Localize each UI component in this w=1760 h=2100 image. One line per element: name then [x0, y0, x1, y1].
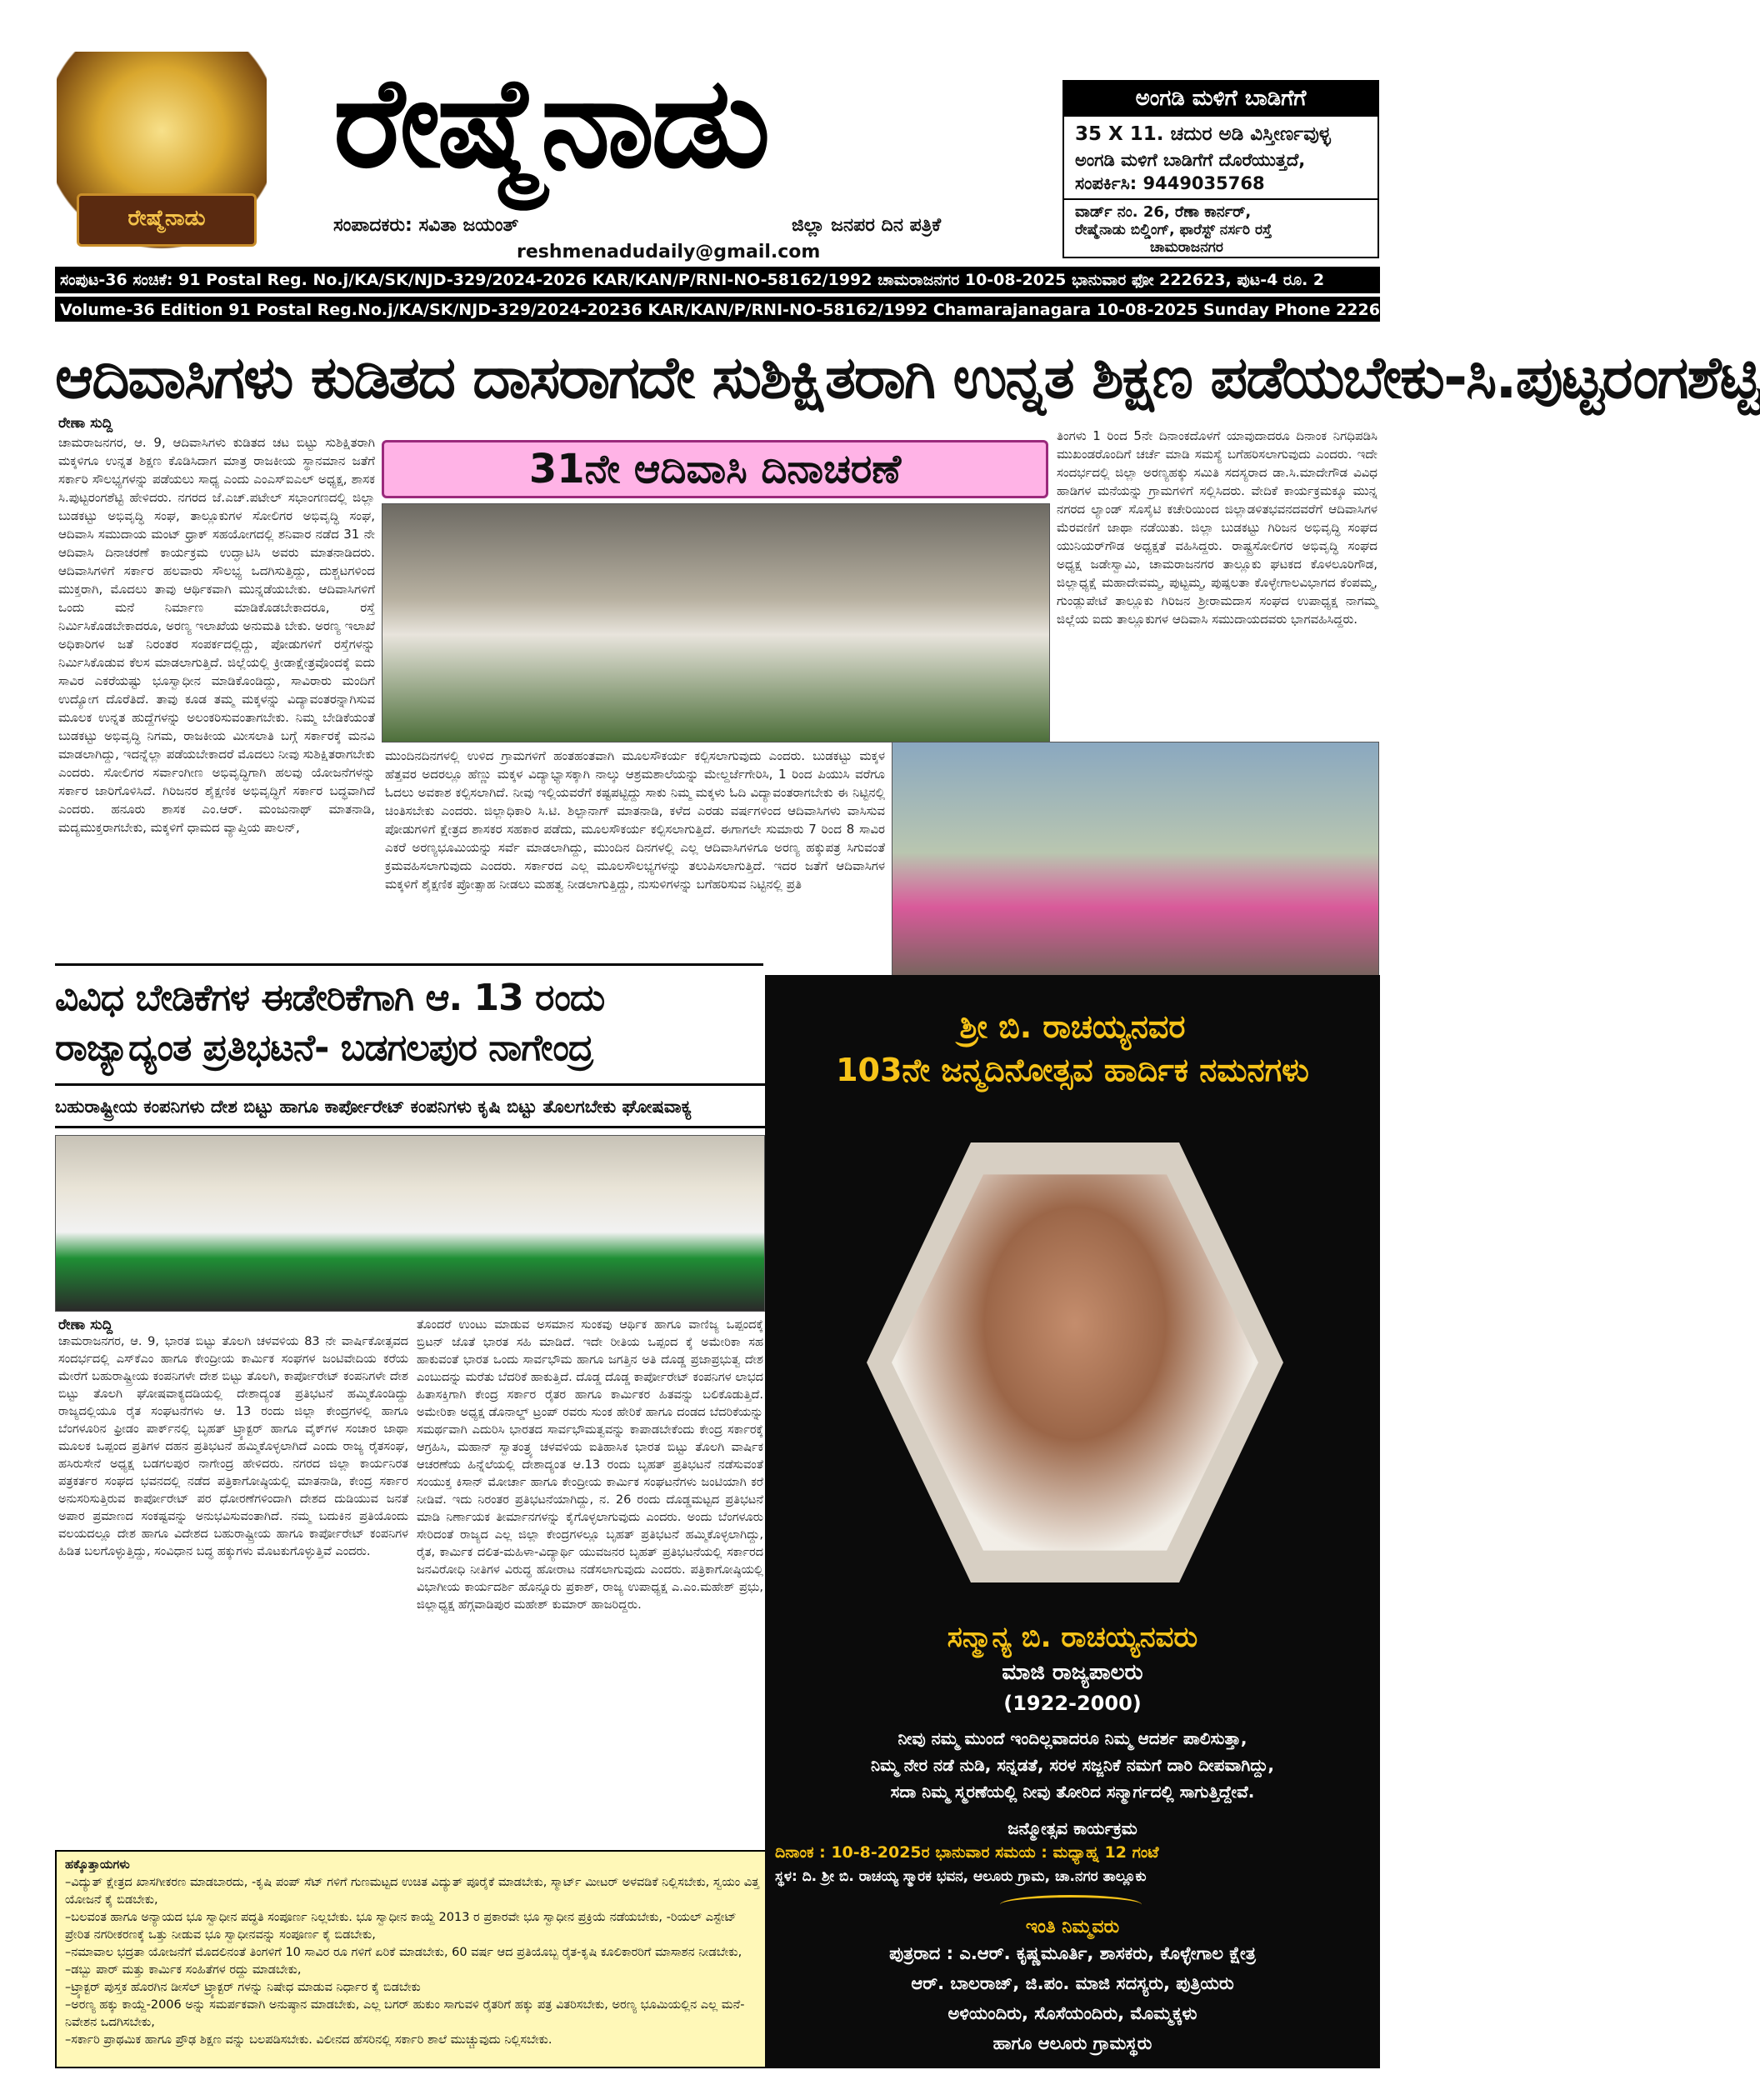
- divider: [55, 963, 763, 966]
- demand-item: –ನಮಾವಾಲ ಭದ್ರತಾ ಯೋಜನೆಗೆ ಮೊದಲಿನಂತೆ ತಿಂಗಳಿಗೆ 10 ಸಾವಿರ ರೂ ಗಳಿಗೆ ಏರಿಕೆ ಮಾಡಬೇಕು, 60 ವರ್ಷ ಆದ ಪ್ರತಿಯೊಬ್ಬ ರೈತ-ಕೃಷಿ ಕೂಲಿಕಾರರಿಗೆ ಮಾಸಾಶನ ನೀಡಬೇಕು,: [65, 1946, 742, 1959]
- honoree-years: (1922-2000): [1003, 1692, 1142, 1715]
- byline: ರೇಣಾ ಸುದ್ದಿ: [58, 1317, 113, 1333]
- story2-headline-line1: ವಿವಿಧ ಬೇಡಿಕೆಗಳ ಈಡೇರಿಕೆಗಾಗಿ ಆ. 13 ರಂದು: [55, 977, 605, 1019]
- sender-line: ಹಾಗೂ ಆಲೂರು ಗ್ರಾಮಸ್ಥರು: [992, 2033, 1152, 2053]
- program-date: ದಿನಾಂಕ : 10-8-2025ರ ಭಾನುವಾರ ಸಮಯ : ಮಧ್ಯಾಹ್ನ 12 ಗಂಟೆ: [775, 1843, 1159, 1862]
- editor-line: ಸಂಪಾದಕರು: ಸವಿತಾ ಜಯಂತ್: [333, 215, 519, 236]
- contact-email[interactable]: reshmenadudaily@gmail.com: [517, 242, 821, 262]
- program-title: ಜನ್ಮೋತ್ಸವ ಕಾರ್ಯಕ್ರಮ: [1008, 1818, 1138, 1838]
- tribute-quote: ಸದಾ ನಿಮ್ಮ ಸ್ಮರಣೆಯಲ್ಲಿ ನೀವು ತೋರಿದ ಸನ್ಮಾರ್ಗದಲ್ಲಿ ಸಾಗುತ್ತಿದ್ದೇವೆ.: [890, 1782, 1255, 1802]
- emblem-label: ರೇಷ್ಮೆನಾಡು: [77, 193, 257, 247]
- ornament-divider: [1000, 1895, 1142, 1914]
- sender-line: ಅಳಿಯಂದಿರು, ಸೊಸೆಯಂದಿರು, ಮೊಮ್ಮಕ್ಕಳು: [948, 2003, 1198, 2023]
- sender-line: ಪುತ್ರರಾದ : ಎ.ಆರ್. ಕೃಷ್ಣಮೂರ್ತಿ, ಶಾಸಕರು, ಕೊಳ್ಳೇಗಾಲ ಕ್ಷೇತ್ರ: [889, 1943, 1256, 1963]
- rental-ad-line: ಅಂಗಡಿ ಮಳಿಗೆ ಬಾಡಿಗೆಗೆ ದೊರೆಯುತ್ತದೆ,: [1075, 150, 1306, 170]
- story2-headline-line2: ರಾಜ್ಯಾದ್ಯಂತ ಪ್ರತಿಭಟನೆ- ಬಡಗಲಪುರ ನಾಗೇಂದ್ರ: [55, 1027, 593, 1069]
- demand-item: –ಸರ್ಕಾರಿ ಪ್ರಾಥಮಿಕ ಹಾಗೂ ಪ್ರೌಢ ಶಿಕ್ಷಣ ವನ್ನು ಬಲಪಡಿಸಬೇಕು. ವಿಲೀನದ ಹೆಸರಿನಲ್ಲಿ ಸರ್ಕಾರಿ ಶಾಲೆ ಮುಚ್ಚುವುದು ನಿಲ್ಲಿಸಬೇಕು.: [65, 2033, 552, 2047]
- demand-item: –ಡಬ್ಬು ಪಾರ್ ಮತ್ತು ಕಾರ್ಮಿಕ ಸಂಹಿತೆಗಳ ರದ್ದು ಮಾಡಬೇಕು,: [65, 1963, 302, 1977]
- article-column: ಚಾಮರಾಜನಗರ, ಆ. 9, ಆದಿವಾಸಿಗಳು ಕುಡಿತದ ಚಟ ಬಿಟ್ಟು ಸುಶಿಕ್ಷಿತರಾಗಿ ಮಕ್ಕಳಿಗೂ ಉನ್ನತ ಶಿಕ್ಷಣ ಕೊಡಿಸಿದಾಗ ಮಾತ್ರ ರಾಜಕೀಯ ಸ್ಥಾನಮಾನ ಜತೆಗೆ ಸರ್ಕಾರಿ ಸೌಲಭ್ಯಗಳನ್ನು ಪಡೆಯಲು ಸಾಧ್ಯ ಎಂದು ಎಂಎಸ್‌ಐಎಲ್ ಅಧ್ಯಕ್ಷ, ಶಾಸಕ ಸಿ.ಪುಟ್ಟರಂಗಶೆಟ್ಟಿ ಹೇಳಿದರು. ನಗರದ ಜೆ.ಎಚ್.ಪಟೇಲ್ ಸಭಾಂಗಣದಲ್ಲಿ ಜಿಲ್ಲಾ ಬುಡಕಟ್ಟು ಅಭಿವೃದ್ಧಿ ಸಂಘ, ತಾಲ್ಲೂಕುಗಳ ಸೋಲಿಗರ ಅಭಿವೃದ್ಧಿ ಸಂಘ, ಆದಿವಾಸಿ ಸಮುದಾಯ ಮಂಟ್ ಧ್ರಾಕ್ ಸಹಯೋಗದಲ್ಲಿ ಶನಿವಾರ ನಡೆದ 31 ನೇ ಆದಿವಾಸಿ ದಿನಾಚರಣೆ ಕಾರ್ಯಕ್ರಮ ಉದ್ಘಾಟಿಸಿ ಅವರು ಮಾತನಾಡಿದರು. ಆದಿವಾಸಿಗಳಿಗೆ ಸರ್ಕಾರ ಹಲವಾರು ಸೌಲಭ್ಯ ಒದಗಿಸುತ್ತಿದ್ದು, ದುಶ್ಚಟಗಳಿಂದ ಮುಕ್ತರಾಗಿ, ಮೊದಲು ತಾವು ಆರ್ಥಿಕವಾಗಿ ಮುನ್ನಡೆಯಬೇಕು. ಆದಿವಾಸಿಗಳಿಗೆ ಒಂದು ಮನೆ ನಿರ್ಮಾಣ ಮಾಡಿಕೊಡಬೇಕಾದರೂ, ರಸ್ತೆ ನಿರ್ಮಿಸಿಕೊಡಬೇಕಾದರೂ, ಅರಣ್ಯ ಇಲಾಖೆಯ ಅನುಮತಿ ಬೇಕು. ಅರಣ್ಯ ಇಲಾಖೆ ಅಧಿಕಾರಿಗಳ ಜತೆ ನಿರಂತರ ಸಂಪರ್ಕದಲ್ಲಿದ್ದು, ಪೋಡುಗಳಿಗೆ ರಸ್ತೆಗಳನ್ನು ನಿರ್ಮಿಸಿಕೊಡುವ ಕೆಲಸ ಮಾಡಲಾಗುತ್ತಿದೆ. ಜಿಲ್ಲೆಯಲ್ಲಿ ಕ್ರೀಡಾಕ್ಷೇತ್ರವೊಂದಕ್ಕೆ ಐದು ಸಾವಿರ ಎಕರೆಯಷ್ಟು ಭೂಸ್ವಾಧೀನ ಮಾಡಿಕೊಂಡಿದ್ದು, ಸಾವಿರಾರು ಮಂದಿಗೆ ಉದ್ಯೋಗ ದೊರೆತಿದೆ. ತಾವು ಕೂಡ ತಮ್ಮ ಮಕ್ಕಳನ್ನು ವಿದ್ಯಾವಂತರನ್ನಾಗಿಸುವ ಮೂಲಕ ಉನ್ನತ ಹುದ್ದೆಗಳನ್ನು ಅಲಂಕರಿಸುವಂತಾಗಬೇಕು. ನಿಮ್ಮ ಬೇಡಿಕೆಯಂತೆ ಬುಡಕಟ್ಟು ಅಭಿವೃದ್ಧಿ ನಿಗಮ, ರಾಜಕೀಯ ಮೀಸಲಾತಿ ಬಗ್ಗೆ ಸರ್ಕಾರಕ್ಕೆ ಮನವಿ ಮಾಡಲಾಗಿದ್ದು, ಇದನ್ನೆಲ್ಲಾ ಪಡೆಯಬೇಕಾದರೆ ಮೊದಲು ನೀವು ಸುಶಿಕ್ಷಿತರಾಗಬೇಕು ಎಂದರು. ಸೋಲಿಗರ ಸರ್ವಾಂಗೀಣ ಅಭಿವೃದ್ಧಿಗಾಗಿ ಹಲವು ಯೋಜನೆಗಳನ್ನು ಸರ್ಕಾರ ಜಾರಿಗೊಳಿಸಿದೆ. ಗಿರಿಜನರ ಶೈಕ್ಷಣಿಕ ಅಭಿವೃದ್ಧಿಗೆ ಸರ್ಕಾರ ಬದ್ಧವಾಗಿದೆ ಎಂದರು. ಹನೂರು ಶಾಸಕ ಎಂ.ಆರ್. ಮಂಜುನಾಥ್ ಮಾತನಾಡಿ, ಮದ್ಯಮುಕ್ತರಾಗಬೇಕು, ಮಕ್ಕಳಿಗೆ ಧಾಮದ ವ್ಯಾಪ್ತಿಯ ಪಾಲನ್,: [58, 435, 375, 835]
- honoree-name: ಸನ್ಮಾನ್ಯ ಬಿ. ರಾಚಯ್ಯನವರು: [947, 1621, 1198, 1654]
- rental-ad-address: ವಾರ್ಡ್ ನಂ. 26, ರೆಣಾ ಕಾರ್ನರ್,: [1075, 203, 1252, 221]
- sender-title: ಇಂತಿ ನಿಮ್ಮವರು: [1025, 1917, 1120, 1938]
- article-column: ಚಾಮರಾಜನಗರ, ಆ. 9, ಭಾರತ ಬಿಟ್ಟು ತೊಲಗಿ ಚಳವಳಿಯ 83 ನೇ ವಾರ್ಷಿಕೋತ್ಸವದ ಸಂದರ್ಭದಲ್ಲಿ ಎಸ್‌ಕೆಎಂ ಹಾಗೂ ಕೇಂದ್ರೀಯ ಕಾರ್ಮಿಕ ಸಂಘಗಳ ಜಂಟಿವೇದಿಯ ಕರೆಯ ಮೇರೆಗೆ ಬಹುರಾಷ್ಟ್ರೀಯ ಕಂಪನಿಗಳೇ ದೇಶ ಬಿಟ್ಟು ತೊಲಗಿ, ಕಾರ್ಪೋರೇಟ್ ಕಂಪನಿಗಳೇ ದೇಶ ಬಿಟ್ಟು ತೊಲಗಿ ಘೋಷವಾಕ್ಯದಡಿಯಲ್ಲಿ ದೇಶಾದ್ಯಂತ ಪ್ರತಿಭಟನೆ ಹಮ್ಮಿಕೊಂಡಿದ್ದು ರಾಜ್ಯದಲ್ಲಿಯೂ ರೈತ ಸಂಘಟನೆಗಳು ಆ. 13 ರಂದು ಜಿಲ್ಲಾ ಕೇಂದ್ರಗಳಲ್ಲಿ ಹಾಗೂ ಬೆಂಗಳೂರಿನ ಫ್ರೀಡಂ ಪಾರ್ಕ್‌ನಲ್ಲಿ ಬೃಹತ್ ಟ್ರ್ಯಾಕ್ಟರ್ ಹಾಗೂ ವೈಕ್‌ಗಳ ಸಂಚಾರ ಜಾಥಾ ಮೂಲಕ ಒಪ್ಪಂದ ಪ್ರತಿಗಳ ದಹನ ಪ್ರತಿಭಟನೆ ಹಮ್ಮಿಕೊಳ್ಳಲಾಗಿದೆ ಎಂದು ರಾಜ್ಯ ರೈತಸಂಘ, ಹಸಿರುಸೇನೆ ಅಧ್ಯಕ್ಷ ಬಡಗಲಪುರ ನಾಗೇಂದ್ರ ಹೇಳಿದರು. ನಗರದ ಜಿಲ್ಲಾ ಕಾರ್ಯನಿರತ ಪತ್ರಕರ್ತರ ಸಂಘದ ಭವನದಲ್ಲಿ ನಡೆದ ಪತ್ರಿಕಾಗೋಷ್ಠಿಯಲ್ಲಿ ಮಾತನಾಡಿ, ಕೇಂದ್ರ ಸರ್ಕಾರ ಅನುಸರಿಸುತ್ತಿರುವ ಕಾರ್ಪೋರೇಟ್ ಪರ ಧೋರಣೆಗಳಿಂದಾಗಿ ದೇಶದ ದುಡಿಯುವ ಜನತೆ ಅಪಾರ ಪ್ರಮಾಣದ ಸಂಕಷ್ಟವನ್ನು ಅನುಭವಿಸುವಂತಾಗಿದೆ. ನಮ್ಮ ಬದುಕಿನ ಪ್ರತಿಯೊಂದು ವಲಯದಲ್ಲೂ ದೇಶ ಹಾಗೂ ವಿದೇಶದ ಬಹುರಾಷ್ಟ್ರೀಯ ಹಾಗೂ ಕಾರ್ಪೋರೇಟ್ ಕಂಪನಿಗಳ ಹಿಡಿತ ಬಲಗೊಳ್ಳುತ್ತಿದ್ದು, ಸಂವಿಧಾನ ಬದ್ಧ ಹಕ್ಕುಗಳು ಮೊಟಕುಗೊಳ್ಳುತ್ತಿವೆ ಎಂದರು.: [58, 1335, 408, 1558]
- tribute-title: ಶ್ರೀ ಬಿ. ರಾಚಯ್ಯನವರ: [959, 1008, 1186, 1045]
- program-place: ಸ್ಥಳ: ದಿ. ಶ್ರೀ ಬಿ. ರಾಚಯ್ಯ ಸ್ಮಾರಕ ಭವನ, ಆಲೂರು ಗ್ರಾಮ, ಚಾ.ನಗರ ತಾಲ್ಲೂಕು: [775, 1868, 1147, 1885]
- story2-subheadline: ಬಹುರಾಷ್ಟ್ರೀಯ ಕಂಪನಿಗಳು ದೇಶ ಬಿಟ್ಟು ಹಾಗೂ ಕಾರ್ಪೋರೇಟ್ ಕಂಪನಿಗಳು ಕೃಷಿ ಬಿಟ್ಟು ತೊಲಗಬೇಕು ಘೋಷವಾಕ್ಯ: [55, 1083, 772, 1128]
- demand-item: –ಬಲವಂತ ಹಾಗೂ ಅನ್ಯಾಯದ ಭೂ ಸ್ವಾಧೀನ ಪದ್ಧತಿ ಸಂಪೂರ್ಣ ನಿಲ್ಲಬೇಕು. ಭೂ ಸ್ವಾಧೀನ ಕಾಯ್ದೆ 2013 ರ ಪ್ರಕಾರವೇ ಭೂ ಸ್ವಾಧೀನ ಪ್ರಕ್ರಿಯೆ ನಡೆಯಬೇಕು, -ರಿಯಲ್ ಎಸ್ಟೇಟ್ ಪ್ರೇರಿತ ನಗರೀಕರಣಕ್ಕೆ ಒತ್ತು ನೀಡುವ ಭೂ ಸ್ವಾಧೀನವನ್ನು ಸಂಪೂರ್ಣ ಕೈ ಬಿಡಬೇಕು,: [65, 1911, 737, 1942]
- issue-info-kannada: ಸಂಪುಟ-36 ಸಂಚಿಕೆ: 91 Postal Reg. No.j/KA/SK/NJD-329/2024-2026 KAR/KAN/P/RNI-NO-58162/1992 ಚಾಮರಾಜನಗರ 10-08-2025 ಭಾನುವಾರ ಫೋ 222623, ಪುಟ-4 ರೂ. 2: [55, 267, 1380, 293]
- article-column: ಮುಂದಿನದಿನಗಳಲ್ಲಿ ಉಳಿದ ಗ್ರಾಮಗಳಿಗೆ ಹಂತಹಂತವಾಗಿ ಮೂಲಸೌಕರ್ಯ ಕಲ್ಪಿಸಲಾಗುವುದು ಎಂದರು. ಬುಡಕಟ್ಟು ಮಕ್ಕಳ ಹೆತ್ತವರ ಅದರಲ್ಲೂ ಹೆಣ್ಣು ಮಕ್ಕಳ ವಿದ್ಯಾಭ್ಯಾಸಕ್ಕಾಗಿ ನಾಲ್ಕು ಆಶ್ರಮಶಾಲೆಯನ್ನು ಮೇಲ್ದರ್ಜೆಗೇರಿಸಿ, 1 ರಿಂದ ಪಿಯುಸಿ ವರೆಗೂ ಓದಲು ಅವಕಾಶ ಕಲ್ಪಿಸಲಾಗಿದೆ. ನೀವು ಇಲ್ಲಿಯವರೆಗೆ ಕಷ್ಟಪಟ್ಟಿದ್ದು ಸಾಕು ನಿಮ್ಮ ಮಕ್ಕಳು ಓದಿ ವಿದ್ಯಾವಂತರಾಗಬೇಕು ಈ ನಿಟ್ಟಿನಲ್ಲಿ ಚಿಂತಿಸಬೇಕು ಎಂದರು. ಜಿಲ್ಲಾಧಿಕಾರಿ ಸಿ.ಟಿ. ಶಿಲ್ಪಾನಾಗ್ ಮಾತನಾಡಿ, ಕಳೆದ ಎರಡು ವರ್ಷಗಳಿಂದ ಆದಿವಾಸಿಗಳು ವಾಸಿಸುವ ಪೋಡುಗಳಿಗೆ ಕ್ಷೇತ್ರದ ಶಾಸಕರ ಸಹಕಾರ ಪಡೆದು, ಮೂಲಸೌಕರ್ಯ ಕಲ್ಪಿಸಲಾಗುತ್ತಿದೆ. ಈಗಾಗಲೇ ಸುಮಾರು 7 ರಿಂದ 8 ಸಾವಿರ ಎಕರೆ ಅರಣ್ಯಭೂಮಿಯನ್ನು ಸರ್ವೆ ಮಾಡಲಾಗಿದ್ದು, ಮುಂದಿನ ದಿನಗಳಲ್ಲಿ ಎಲ್ಲ ಆದಿವಾಸಿಗಳಿಗೂ ಅರಣ್ಯ ಹಕ್ಕುಪತ್ರ ಸಿಗುವಂತೆ ಕ್ರಮವಹಿಸಲಾಗುವುದು ಎಂದರು. ಸರ್ಕಾರದ ಎಲ್ಲ ಮೂಲಸೌಲಭ್ಯಗಳನ್ನು ತಲುಪಿಸಲಾಗುತ್ತಿದೆ. ಇದರ ಜತೆಗೆ ಆದಿವಾಸಿಗಳ ಮಕ್ಕಳಿಗೆ ಶೈಕ್ಷಣಿಕ ಪ್ರೋತ್ಸಾಹ ನೀಡಲು ಮಹತ್ವ ನೀಡಲಾಗುತ್ತಿದ್ದು, ನುಸುಳಿಗಳನ್ನು ಬಗೆಹರಿಸುವ ನಿಟ್ಟಿನಲ್ಲಿ ಪ್ರತಿ: [385, 748, 885, 892]
- tribute-quote: ನಿಮ್ಮ ನೇರ ನಡೆ ನುಡಿ, ಸನ್ನಡತೆ, ಸರಳ ಸಜ್ಜನಿಕೆ ನಮಗೆ ದಾರಿ ದೀಪವಾಗಿದ್ದು,: [870, 1755, 1275, 1775]
- lead-headline: ಆದಿವಾಸಿಗಳು ಕುಡಿತದ ದಾಸರಾಗದೇ ಸುಶಿಕ್ಷಿತರಾಗಿ ಉನ್ನತ ಶಿಕ್ಷಣ ಪಡೆಯಬೇಕು-ಸಿ.ಪುಟ್ಟರಂಗಶೆಟ್ಟಿ: [55, 343, 1760, 412]
- tagline: ಜಿಲ್ಲಾ ಜನಪರ ದಿನ ಪತ್ರಿಕೆ: [792, 215, 942, 236]
- event-banner: 31ನೇ ಆದಿವಾಸಿ ದಿನಾಚರಣೆ: [382, 440, 1048, 498]
- newspaper-title: ರೇಷ್ಮೆನಾಡು: [333, 49, 768, 196]
- rental-ad-address: ಚಾಮರಾಜನಗರ: [1150, 239, 1223, 256]
- tribute-subtitle: 103ನೇ ಜನ್ಮದಿನೋತ್ಸವ ಹಾರ್ದಿಕ ನಮನಗಳು: [836, 1052, 1309, 1088]
- demand-item: –ಟ್ರ್ಯಾಕ್ಟರ್ ಪುಸ್ತಕ ಹೊರಗಿನ ಡೀಸೆಲ್ ಟ್ರ್ಯಾಕ್ಟರ್ ಗಳನ್ನು ನಿಷೇಧ ಮಾಡುವ ನಿರ್ಧಾರ ಕೈ ಬಿಡಬೇಕು: [65, 1981, 421, 1994]
- tribute-quote: ನೀವು ನಮ್ಮ ಮುಂದೆ ಇಂದಿಲ್ಲವಾದರೂ ನಿಮ್ಮ ಆದರ್ಶ ಪಾಲಿಸುತ್ತಾ,: [898, 1728, 1248, 1748]
- demands-box: [55, 1850, 772, 2068]
- article-column: ತಿಂಗಳು 1 ರಿಂದ 5ನೇ ದಿನಾಂಕದೊಳಗೆ ಯಾವುದಾದರೂ ದಿನಾಂಕ ನಿಗಧಿಪಡಿಸಿ ಮುಖಂಡರೊಂದಿಗೆ ಚರ್ಚೆ ಮಾಡಿ ಸಮಸ್ಯೆ ಬಗೆಹರಿಸಲಾಗುವುದು ಎಂದರು. ಇದೇ ಸಂದರ್ಭದಲ್ಲಿ ಜಿಲ್ಲಾ ಅರಣ್ಯಹಕ್ಕು ಸಮಿತಿ ಸದಸ್ಯರಾದ ಡಾ.ಸಿ.ಮಾದೇಗೌಡ ವಿವಿಧ ಹಾಡಿಗಳ ಮನೆಯನ್ನು ಗ್ರಾಮಗಳಿಗೆ ಸಲ್ಲಿಸಿದರು. ವೇದಿಕೆ ಕಾರ್ಯಕ್ರಮಕ್ಕೂ ಮುನ್ನ ನಗರದ ಲ್ಯಾಂಡ್ ಸೊಸೈಟಿ ಕಚೇರಿಯಿಂದ ಜಿಲ್ಲಾಡಳಿತಭವನದವರೆಗೆ ಆದಿವಾಸಿಗಳ ಮೆರವಣಿಗೆ ಜಾಥಾ ನಡೆಯಿತು. ಜಿಲ್ಲಾ ಬುಡಕಟ್ಟು ಗಿರಿಜನ ಅಭಿವೃದ್ಧಿ ಸಂಘದ ಯುನಿಯರ್‌ಗೌಡ ಅಧ್ಯಕ್ಷತೆ ವಹಿಸಿದ್ದರು. ರಾಷ್ಟ್ರಸೋಲಿಗರ ಅಭಿವೃದ್ಧಿ ಸಂಘದ ಅಧ್ಯಕ್ಷ ಜಡೇಸ್ವಾಮಿ, ಚಾಮರಾಜನಗರ ತಾಲ್ಲೂಕು ಘಟಕದ ಕೊಳಲೂರಿಗೌಡ, ಜಿಲ್ಲಾಧ್ಯಕ್ಷೆ ಮಹಾದೇವಮ್ಮ, ಪುಟ್ಟಮ್ಮ, ಪುಷ್ಪಲತಾ ಕೊಳ್ಳೇಗಾಲವಿಭಾಗದ ಕೆಂಪಮ್ಮ, ಗುಂಡ್ಲುಪೇಟೆ ತಾಲ್ಲೂಕು ಗಿರಿಜನ ಶ್ರೀರಾಮದಾಸ ಸಂಘದ ಉಪಾಧ್ಯಕ್ಷ ನಾಗಮ್ಮ ಜಿಲ್ಲೆಯ ಐದು ತಾಲ್ಲೂಕುಗಳ ಆದಿವಾಸಿ ಸಮುದಾಯದವರು ಭಾಗವಹಿಸಿದ್ದರು.: [1057, 428, 1378, 627]
- byline: ರೇಣಾ ಸುದ್ದಿ: [58, 415, 113, 432]
- demands-label: ಹಕ್ಕೊತ್ತಾಯಗಳು: [65, 1858, 130, 1872]
- rental-ad-line: 35 X 11. ಚದುರ ಅಡಿ ವಿಸ್ತೀರ್ಣವುಳ್ಳ: [1075, 123, 1331, 145]
- rental-ad-phone: ಸಂಪರ್ಕಿಸಿ: 9449035768: [1075, 173, 1265, 193]
- press-meet-photo: [55, 1135, 765, 1312]
- demand-item: –ವಿದ್ಯುತ್ ಕ್ಷೇತ್ರದ ಖಾಸಗೀಕರಣ ಮಾಡಬಾರದು, -ಕೃಷಿ ಪಂಪ್ ಸೆಟ್ ಗಳಿಗೆ ಗುಣಮಟ್ಟದ ಉಚಿತ ವಿದ್ಯುತ್ ಪೂರೈಕೆ ಮಾಡಬೇಕು, ಸ್ಮಾರ್ಟ್ ಮೀಟರ್ ಅಳವಡಿಕೆ ನಿಲ್ಲಿಸಬೇಕು, ಸ್ವಯಂ ವಿತ್ತ ಯೋಜನೆ ಕೈ ಬಿಡಬೇಕು,: [65, 1876, 760, 1907]
- issue-info-english: Volume-36 Edition 91 Postal Reg.No.j/KA/SK/NJD-329/2024-20236 KAR/KAN/P/RNI-NO-58162/1992 Chamarajanagara 10-08-2025 Sunday Phone 222623 Page-4 Rs.2: [55, 295, 1380, 322]
- event-photo: [382, 503, 1050, 742]
- article-column: ತೊಂದರೆ ಉಂಟು ಮಾಡುವ ಅಸಮಾನ ಸುಂಕವು ಆರ್ಥಿಕ ಹಾಗೂ ವಾಣಿಜ್ಯ ಒಪ್ಪಂದಕ್ಕೆ ಬ್ರಿಟನ್ ಜೊತೆ ಭಾರತ ಸಹಿ ಮಾಡಿದೆ. ಇದೇ ರೀತಿಯ ಒಪ್ಪಂದ ಕ್ಕೆ ಅಮೇರಿಕಾ ಸಹ ಹಾಕುವಂತೆ ಭಾರತ ಒಂದು ಸಾರ್ವಭೌಮ ಹಾಗೂ ಜಗತ್ತಿನ ಅತಿ ದೊಡ್ಡ ಪ್ರಜಾಪ್ರಭುತ್ವ ದೇಶ ಎಂಬುದನ್ನು ಮರೆತು ಬೆದರಿಕೆ ಹಾಕುತ್ತಿದೆ. ದೊಡ್ಡ ದೊಡ್ಡ ಕಾರ್ಪೋರೇಟ್ ಕಂಪನಿಗಳ ಲಾಭದ ಹಿತಾಸಕ್ತಿಗಾಗಿ ಕೇಂದ್ರ ಸರ್ಕಾರ ರೈತರ ಹಾಗೂ ಕಾರ್ಮಿಕರ ಹಿತವನ್ನು ಬಲಿಕೊಡುತ್ತಿದೆ. ಅಮೇರಿಕಾ ಅಧ್ಯಕ್ಷ ಡೊನಾಲ್ಡ್ ಟ್ರಂಪ್ ರವರು ಸುಂಕ ಹೇರಿಕೆ ಹಾಗೂ ದಂಡದ ಬೆದರಿಕೆಯನ್ನು ಸಮರ್ಥವಾಗಿ ಎದುರಿಸಿ ಭಾರತದ ಸಾರ್ವಭೌಮತ್ವವನ್ನು ಕಾಪಾಡಬೇಕೆಂದು ಕೇಂದ್ರ ಸರ್ಕಾರಕ್ಕೆ ಆಗ್ರಹಿಸಿ, ಮಹಾನ್ ಸ್ವಾತಂತ್ರ್ಯ ಚಳವಳಿಯ ಐತಿಹಾಸಿಕ ಭಾರತ ಬಿಟ್ಟು ತೊಲಗಿ ವಾರ್ಷಿಕ ಆಚರಣೆಯ ಹಿನ್ನೆಲೆಯಲ್ಲಿ ದೇಶಾದ್ಯಂತ ಆ.13 ರಂದು ಬೃಹತ್ ಪ್ರತಿಭಟನೆ ನಡೆಸುವಂತೆ ಸಂಯುಕ್ತ ಕಿಸಾನ್ ಮೋರ್ಚಾ ಹಾಗೂ ಕೇಂದ್ರೀಯ ಕಾರ್ಮಿಕ ಸಂಘಟನೆಗಳು ಜಂಟಿಯಾಗಿ ಕರೆ ನೀಡಿವೆ. ಇದು ನಿರಂತರ ಪ್ರತಿಭಟನೆಯಾಗಿದ್ದು, ನ. 26 ರಂದು ದೊಡ್ಡಮಟ್ಟದ ಪ್ರತಿಭಟನೆ ಮಾಡಿ ನಿರ್ಣಾಯಕ ತೀರ್ಮಾನಗಳನ್ನು ಕೈಗೊಳ್ಳಲಾಗುವುದು ಎಂದರು. ಅಂದು ಬೆಂಗಳೂರು ಸೇರಿದಂತೆ ರಾಜ್ಯದ ಎಲ್ಲ ಜಿಲ್ಲಾ ಕೇಂದ್ರಗಳಲ್ಲೂ ಬೃಹತ್ ಪ್ರತಿಭಟನೆ ಹಮ್ಮಿಕೊಳ್ಳಲಾಗಿದ್ದು, ರೈತ, ಕಾರ್ಮಿಕ ದಲಿತ-ಮಹಿಳಾ-ವಿದ್ಯಾರ್ಥಿ ಯುವಜನರ ಬೃಹತ್ ಪ್ರತಿಭಟನೆಯಲ್ಲಿ ಸರ್ಕಾರದ ಜನವಿರೋಧಿ ನೀತಿಗಳ ವಿರುದ್ಧ ಹೋರಾಟ ನಡೆಸಲಾಗುವುದು ಎಂದರು. ಪತ್ರಿಕಾಗೋಷ್ಠಿಯಲ್ಲಿ ವಿಭಾಗೀಯ ಕಾರ್ಯದರ್ಶಿ ಹೊನ್ನೂರು ಪ್ರಕಾಶ್, ರಾಜ್ಯ ಉಪಾಧ್ಯಕ್ಷ ಎ.ಎಂ.ಮಹೇಶ್ ಪ್ರಭು, ಜಿಲ್ಲಾಧ್ಯಕ್ಷ ಹೆಗ್ಗವಾಡಿಪುರ ಮಹೇಶ್ ಕುಮಾರ್ ಹಾಜರಿದ್ದರು.: [417, 1318, 763, 1612]
- honoree-role: ಮಾಜಿ ರಾಜ್ಯಪಾಲರು: [1002, 1660, 1143, 1685]
- demand-item: –ಅರಣ್ಯ ಹಕ್ಕು ಕಾಯ್ದೆ-2006 ಅನ್ನು ಸಮರ್ಪಕವಾಗಿ ಅನುಷ್ಠಾನ ಮಾಡಬೇಕು, ಎಲ್ಲ ಬಗರ್ ಹುಕುಂ ಸಾಗುವಳಿ ರೈತರಿಗೆ ಹಕ್ಕು ಪತ್ರ ವಿತರಿಸಬೇಕು, ಅರಣ್ಯ ಭೂಮಿಯಲ್ಲಿನ ಎಲ್ಲ ಮನೆ-ನಿವೇಶನ ಒದಗಿಸಬೇಕು,: [65, 1998, 745, 2029]
- rental-ad-address: ರೇಷ್ಮೆನಾಡು ಬಿಲ್ಡಿಂಗ್, ಫಾರೆಸ್ಟ್ ನರ್ಸರಿ ರಸ್ತೆ: [1075, 222, 1272, 238]
- sender-line: ಆರ್. ಬಾಲರಾಜ್, ಜಿ.ಪಂ. ಮಾಜಿ ಸದಸ್ಯರು, ಪುತ್ರಿಯರು: [911, 1973, 1234, 1993]
- rental-ad-heading: ಅಂಗಡಿ ಮಳಿಗೆ ಬಾಡಿಗೆಗೆ: [1062, 80, 1379, 117]
- divider: [1062, 198, 1379, 200]
